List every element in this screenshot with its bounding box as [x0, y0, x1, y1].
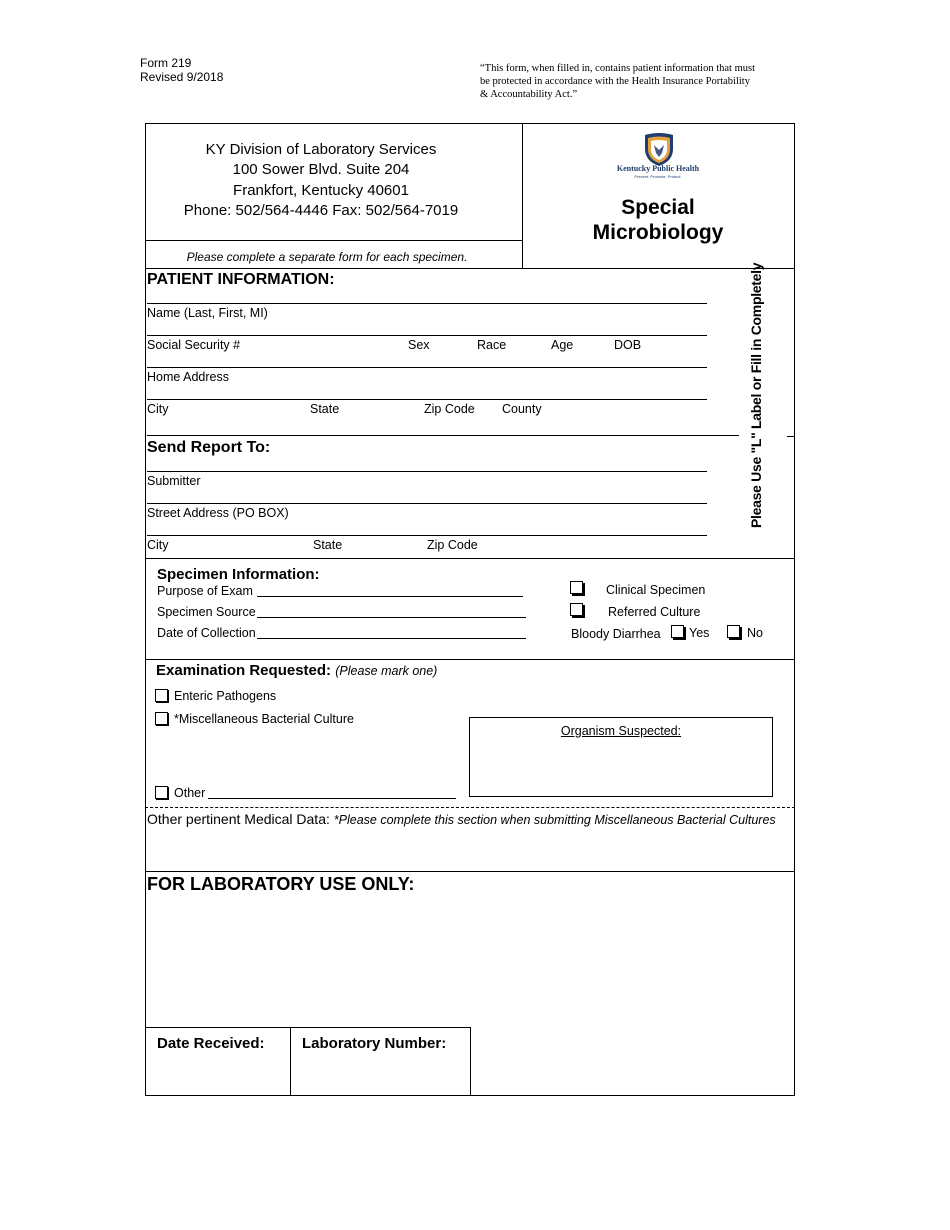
bloody-yes-label: Yes — [689, 626, 710, 640]
sex-label: Sex — [408, 338, 430, 352]
report-city-line[interactable] — [147, 535, 707, 536]
medical-data-area[interactable] — [147, 832, 791, 870]
patient-section-rule — [147, 435, 739, 436]
enteric-pathogens-checkbox[interactable] — [155, 689, 168, 702]
header-rule — [145, 240, 522, 241]
submitter-label: Submitter — [147, 474, 201, 488]
lab-name: KY Division of Laboratory Services — [205, 141, 437, 158]
age-label: Age — [551, 338, 574, 352]
zip-label: Zip Code — [424, 402, 475, 416]
city-label: City — [147, 402, 169, 416]
kentucky-public-health-logo — [641, 131, 677, 167]
state-label: State — [310, 402, 340, 416]
exam-heading-row — [156, 662, 437, 679]
exam-subheading: (Please mark one) — [335, 664, 438, 678]
logo-tagline: Prevent. Promote. Protect. — [634, 174, 682, 179]
separate-form-instruction: Please complete a separate form for each specimen. — [186, 250, 468, 264]
referred-culture-label: Referred Culture — [608, 605, 701, 619]
hipaa-notice-line: & Accountability Act.” — [480, 89, 578, 100]
form-title-line2: Microbiology — [592, 221, 724, 244]
organism-suspected-label: Organism Suspected: — [560, 724, 682, 738]
name-label: Name (Last, First, MI) — [147, 306, 268, 320]
other-exam-line[interactable] — [208, 798, 456, 799]
ssn-line[interactable] — [147, 335, 707, 336]
lab-city: Frankfort, Kentucky 40601 — [233, 182, 409, 199]
hipaa-notice — [480, 62, 755, 101]
lab-use-heading: FOR LABORATORY USE ONLY: — [147, 874, 415, 894]
source-line[interactable] — [257, 617, 526, 618]
report-heading: Send Report To: — [147, 439, 271, 456]
clinical-specimen-checkbox[interactable] — [570, 581, 583, 594]
county-label: County — [502, 402, 542, 416]
other-exam-label: Other — [174, 786, 206, 800]
street-label: Street Address (PO BOX) — [147, 506, 289, 520]
enteric-pathogens-label: Enteric Pathogens — [174, 689, 277, 703]
side-tick — [787, 436, 795, 437]
purpose-line[interactable] — [257, 596, 523, 597]
report-state-label: State — [313, 538, 343, 552]
specimen-section-rule — [145, 659, 795, 660]
lab-address: 100 Sower Blvd. Suite 204 — [232, 160, 410, 178]
lab-phone-fax: Phone: 502/564-4446 Fax: 502/564-7019 — [183, 201, 459, 219]
name-line[interactable] — [147, 303, 707, 304]
other-exam-checkbox[interactable] — [155, 786, 168, 799]
date-received-label: Date Received: — [157, 1035, 265, 1052]
shield-logo-icon — [641, 131, 677, 167]
misc-bacterial-checkbox[interactable] — [155, 712, 168, 725]
form-title-line1: Special — [621, 196, 695, 219]
lab-use-divider — [290, 1027, 291, 1095]
form-title — [558, 195, 758, 245]
purpose-label: Purpose of Exam — [157, 584, 253, 598]
lab-number-label: Laboratory Number: — [302, 1035, 447, 1052]
report-section-rule — [145, 558, 795, 559]
lab-address-block — [145, 140, 497, 220]
collection-date-line[interactable] — [257, 638, 526, 639]
medical-data-row — [147, 811, 776, 827]
medical-data-label: Other pertinent Medical Data: — [147, 811, 330, 827]
bloody-no-label: No — [747, 626, 763, 640]
bloody-yes-checkbox[interactable] — [671, 625, 684, 638]
medical-section-rule — [145, 871, 795, 872]
bloody-no-checkbox[interactable] — [727, 625, 740, 638]
address-line[interactable] — [147, 367, 707, 368]
exam-section-rule — [145, 807, 795, 808]
ssn-label: Social Security # — [147, 338, 241, 352]
source-label: Specimen Source — [157, 605, 256, 619]
report-zip-label: Zip Code — [427, 538, 478, 552]
submitter-line[interactable] — [147, 471, 707, 472]
side-label: Please Use "L" Label or Fill in Completely — [748, 262, 764, 528]
collection-date-label: Date of Collection — [157, 626, 256, 640]
home-address-label: Home Address — [147, 370, 229, 384]
clinical-specimen-label: Clinical Specimen — [606, 583, 706, 597]
header-bottom-rule — [145, 268, 795, 269]
patient-heading: PATIENT INFORMATION: — [147, 271, 335, 288]
revision-date: Revised 9/2018 — [140, 70, 224, 84]
logo-org-name: Kentucky Public Health — [616, 164, 700, 173]
street-line[interactable] — [147, 503, 707, 504]
hipaa-notice-line: be protected in accordance with the Health Insurance Portability — [480, 76, 750, 87]
misc-bacterial-label: *Miscellaneous Bacterial Culture — [174, 712, 354, 726]
medical-data-note: *Please complete this section when submitting Miscellaneous Bacterial Cultures — [333, 813, 776, 827]
hipaa-notice-line: “This form, when filled in, contains patient information that must — [480, 63, 755, 74]
bloody-diarrhea-label: Bloody Diarrhea — [571, 627, 661, 641]
city-line[interactable] — [147, 399, 707, 400]
specimen-heading: Specimen Information: — [157, 566, 320, 583]
race-label: Race — [477, 338, 507, 352]
report-city-label: City — [147, 538, 169, 552]
header-divider — [522, 123, 523, 268]
dob-label: DOB — [614, 338, 642, 352]
form-number: Form 219 — [140, 56, 192, 70]
referred-culture-checkbox[interactable] — [570, 603, 583, 616]
exam-heading: Examination Requested: — [156, 662, 332, 679]
